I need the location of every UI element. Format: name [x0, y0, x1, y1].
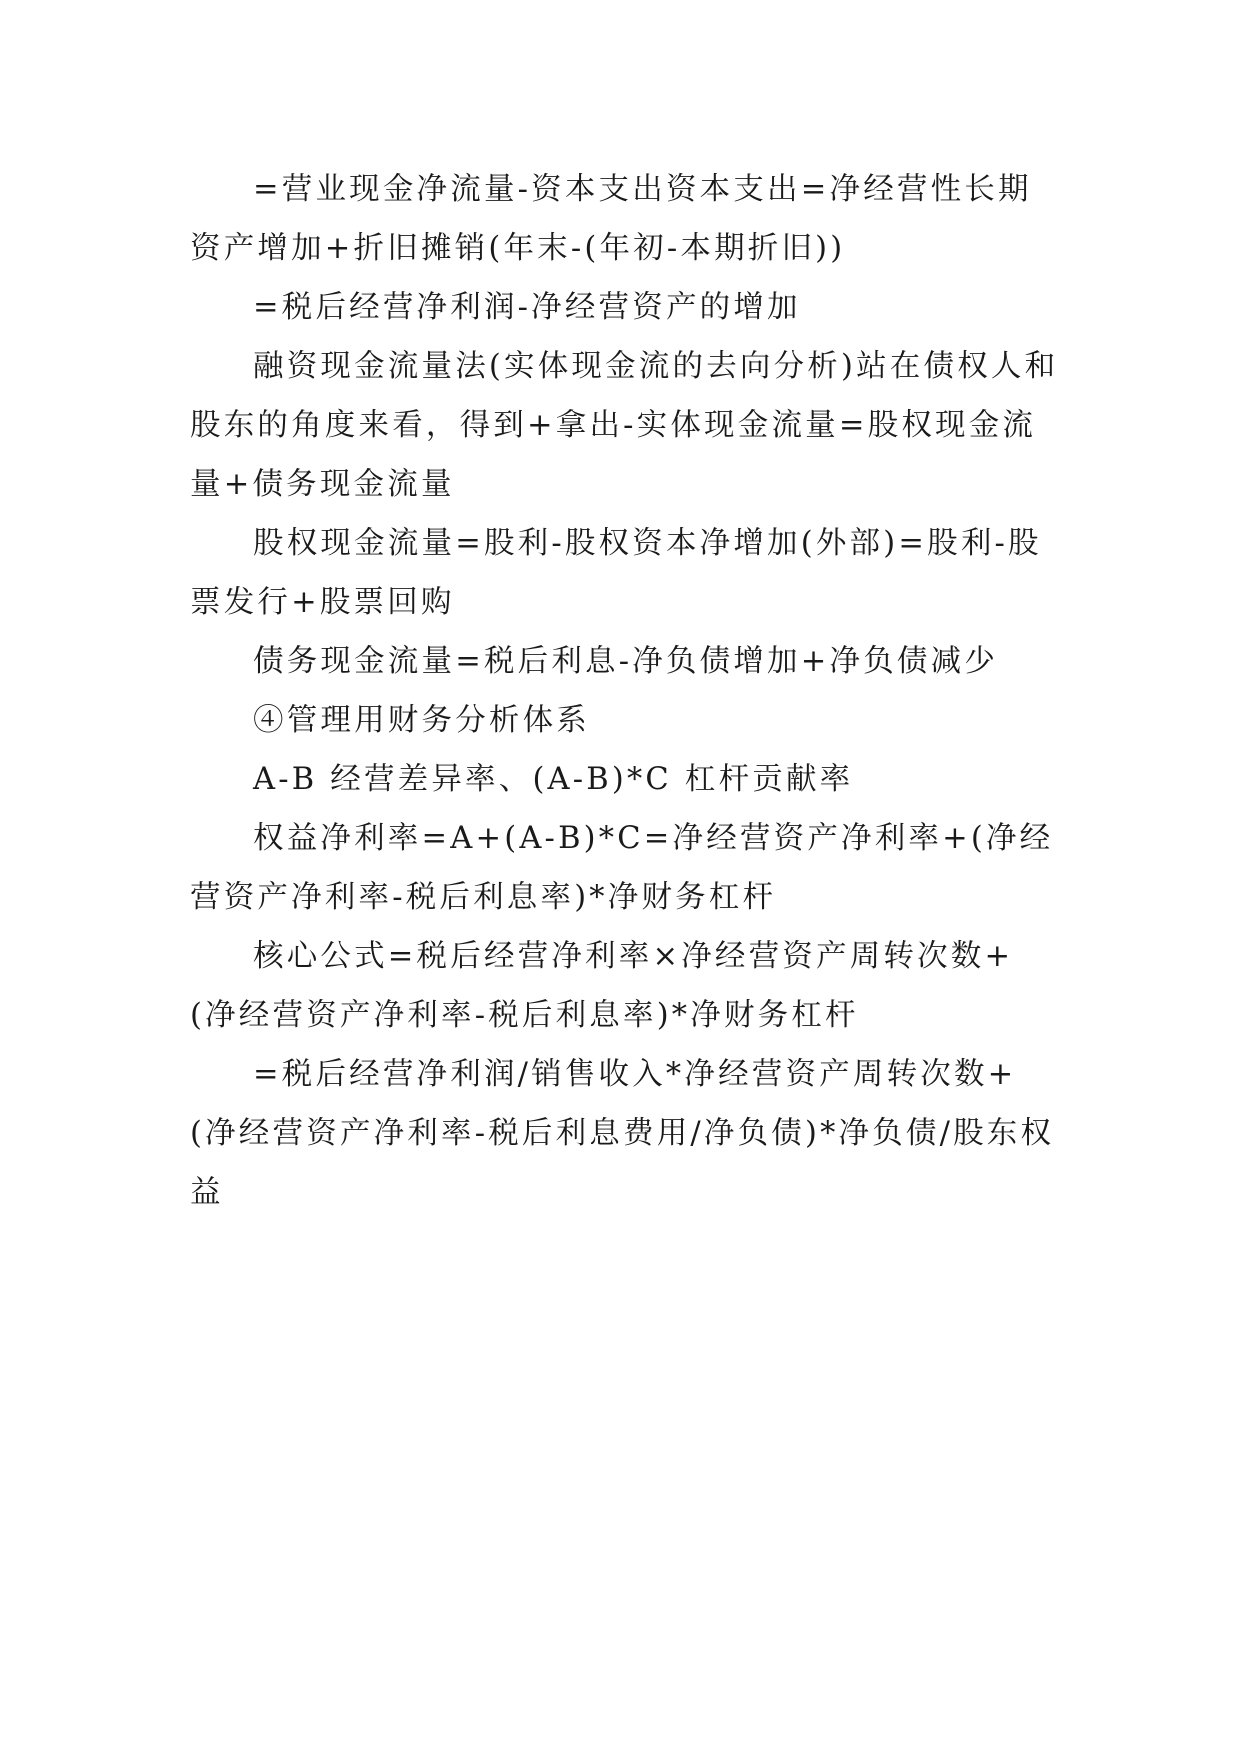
paragraph-expanded-formula: =税后经营净利润/销售收入*净经营资产周转次数+(净经营资产净利率-税后利息费用/净负债)*净负债/股东权益 — [190, 1057, 1055, 1210]
paragraph-roe-formula: 权益净利率=A+(A-B)*C=净经营资产净利率+(净经营资产净利率-税后利息率)*净财务杠杆 — [190, 821, 1054, 915]
paragraph-spread-leverage: A-B 经营差异率、(A-B)*C 杠杆贡献率 — [253, 762, 854, 797]
document-body — [190, 160, 1060, 1222]
paragraph-equity-cash-flow: 股权现金流量=股利-股权资本净增加(外部)=股利-股票发行+股票回购 — [190, 526, 1042, 620]
paragraph-core-formula: 核心公式=税后经营净利率×净经营资产周转次数+(净经营资产净利率-税后利息率)*净财务杠杆 — [190, 939, 1014, 1033]
paragraph-free-cash-flow-formula: =营业现金净流量-资本支出资本支出=净经营性长期资产增加+折旧摊销(年末-(年初-本期折旧)) — [190, 172, 1032, 266]
paragraph-section-heading: ④管理用财务分析体系 — [253, 703, 590, 738]
paragraph-debt-cash-flow: 债务现金流量=税后利息-净负债增加+净负债减少 — [253, 644, 999, 679]
paragraph-financing-cash-flow-method: 融资现金流量法(实体现金流的去向分析)站在债权人和股东的角度来看，得到+拿出-实体现金流量=股权现金流量+债务现金流量 — [190, 349, 1059, 502]
paragraph-net-operating-profit: =税后经营净利润-净经营资产的增加 — [253, 290, 801, 325]
